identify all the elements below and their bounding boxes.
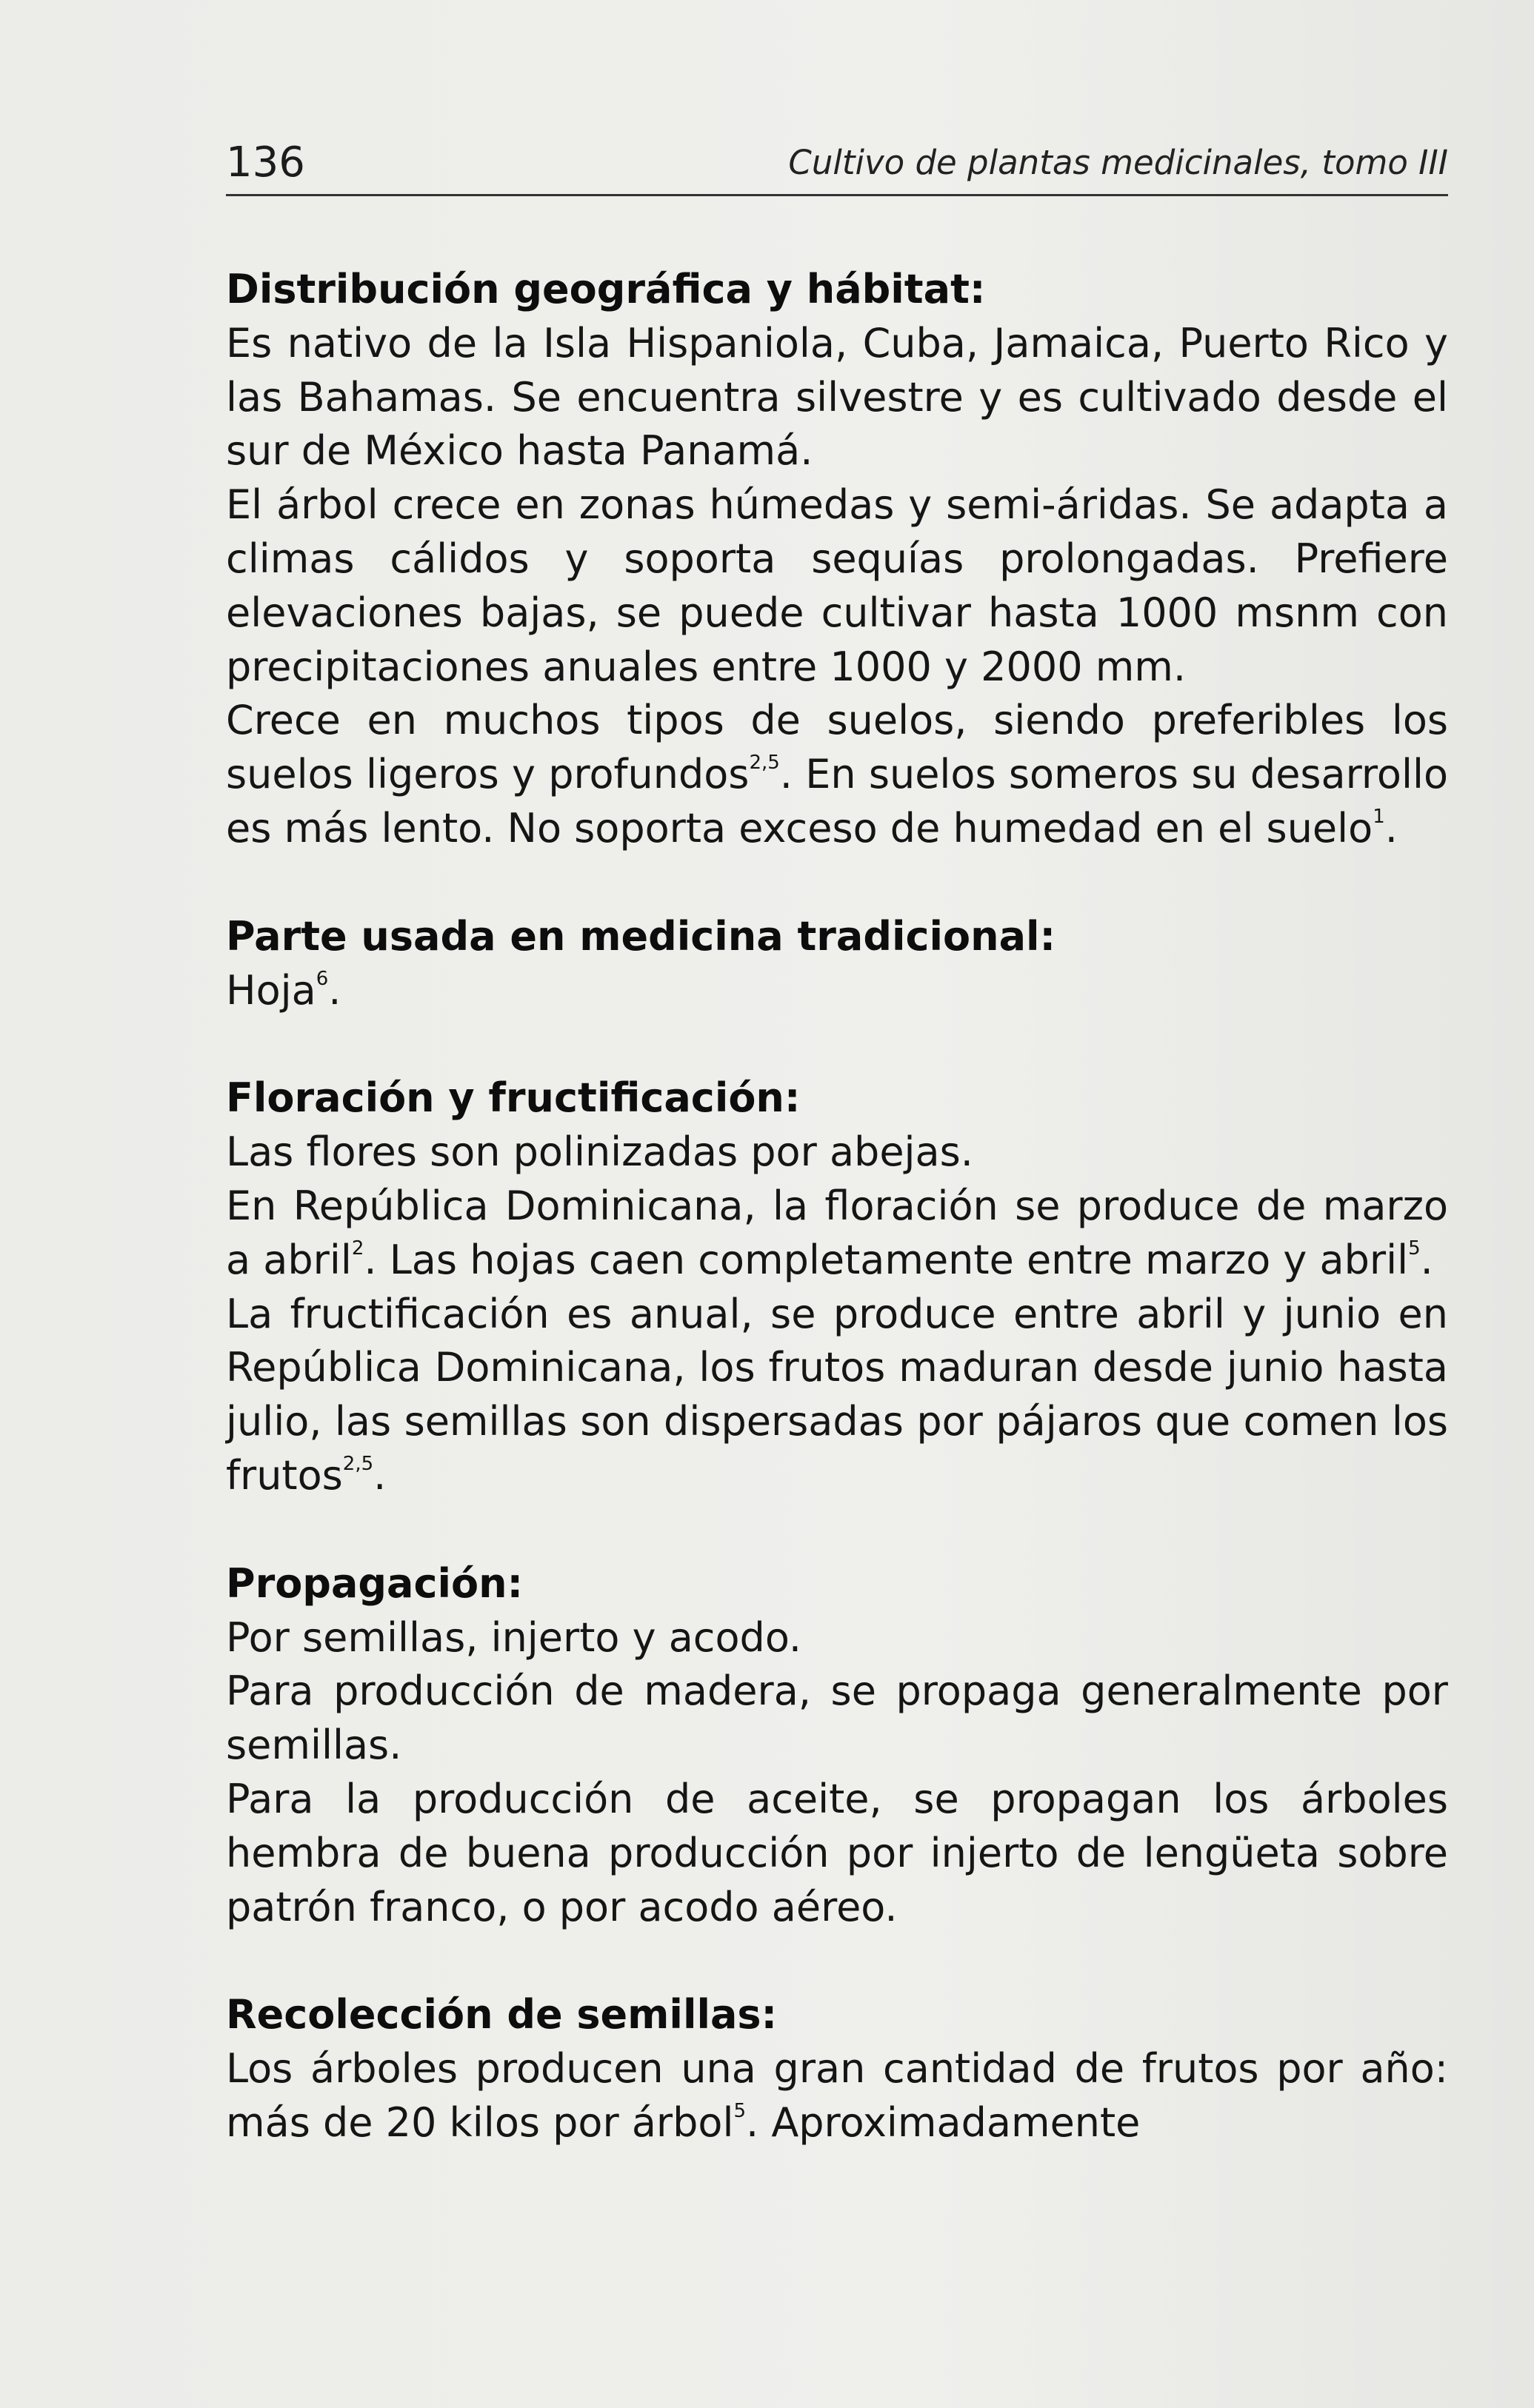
paragraph: Las flores son polinizadas por abejas. — [226, 1128, 973, 1176]
section-distribucion — [226, 263, 1448, 856]
section-propagacion — [226, 1557, 1448, 1935]
section-heading: Propagación: — [226, 1559, 524, 1607]
footnote-ref: 1 — [1373, 805, 1385, 828]
text-run: La fructificación es anual, se produce entre abril y junio en República Dominicana, los frutos maduran desde junio hasta julio, las semillas son dispersadas por pájaros que comen los frutos — [226, 1290, 1448, 1499]
footnote-ref: 5 — [733, 2099, 746, 2122]
paragraph: Para producción de madera, se propaga generalmente por semillas. — [226, 1668, 1448, 1769]
text-run: Hoja — [226, 966, 316, 1014]
section-heading: Distribución geográfica y hábitat: — [226, 266, 986, 312]
text-run: . En suelos someros su desarrollo es más lento. No soporta exceso de humedad en el suelo — [226, 751, 1448, 852]
paragraph: Es nativo de la Isla Hispaniola, Cuba, Jamaica, Puerto Rico y las Bahamas. Se encuentra silvestre y es cultivado desde el sur de México hasta Panamá. — [226, 319, 1448, 475]
header-rule — [226, 194, 1448, 196]
section-parte-usada — [226, 910, 1448, 1018]
footnote-ref: 2 — [351, 1237, 364, 1260]
paragraph — [226, 964, 1448, 1018]
text-run: Crece en muchos tipos de suelos, siendo preferibles los suelos ligeros y profundos — [226, 697, 1448, 798]
text-run: . — [373, 1451, 387, 1499]
footnote-ref: 6 — [316, 967, 329, 990]
text-run: . — [1384, 804, 1398, 852]
text-run: . Aproximadamente — [746, 2098, 1141, 2146]
page-number: 136 — [226, 138, 305, 187]
section-heading: Floración y fructificación: — [226, 1074, 801, 1122]
paragraph: Para la producción de aceite, se propagan los árboles hembra de buena producción por injerto de lengüeta sobre patrón franco, o por acodo aéreo. — [226, 1775, 1448, 1930]
paragraph — [226, 1180, 1448, 1288]
paragraph — [226, 694, 1448, 855]
text-run: Los árboles producen una gran cantidad de frutos por año: más de 20 kilos por árbol — [226, 2045, 1448, 2146]
running-title: Cultivo de plantas medicinales, tomo III — [788, 143, 1448, 182]
text-run: En República Dominicana, la floración se produce de marzo a abril — [226, 1182, 1448, 1283]
footnote-ref: 5 — [1408, 1237, 1421, 1260]
section-recoleccion — [226, 1988, 1448, 2150]
footnote-ref: 2,5 — [342, 1452, 374, 1475]
section-heading: Recolección de semillas: — [226, 1991, 778, 2039]
text-run: . Las hojas caen completamente entre marzo y abril — [364, 1236, 1409, 1283]
paragraph: El árbol crece en zonas húmedas y semi-áridas. Se adapta a climas cálidos y soporta sequías prolongadas. Prefiere elevaciones bajas, se puede cultivar hasta 1000 msnm con precipitaciones anuales entre 1000 y 2000 mm. — [226, 481, 1448, 690]
paragraph — [226, 1288, 1448, 1503]
paragraph — [226, 2042, 1448, 2150]
section-floracion — [226, 1071, 1448, 1502]
text-run: . — [328, 966, 341, 1014]
page-content — [226, 263, 1448, 2150]
section-heading: Parte usada en medicina tradicional: — [226, 912, 1056, 960]
footnote-ref: 2,5 — [749, 752, 780, 775]
page-header — [226, 133, 1448, 193]
text-run: . — [1420, 1236, 1433, 1283]
paragraph: Por semillas, injerto y acodo. — [226, 1613, 802, 1661]
